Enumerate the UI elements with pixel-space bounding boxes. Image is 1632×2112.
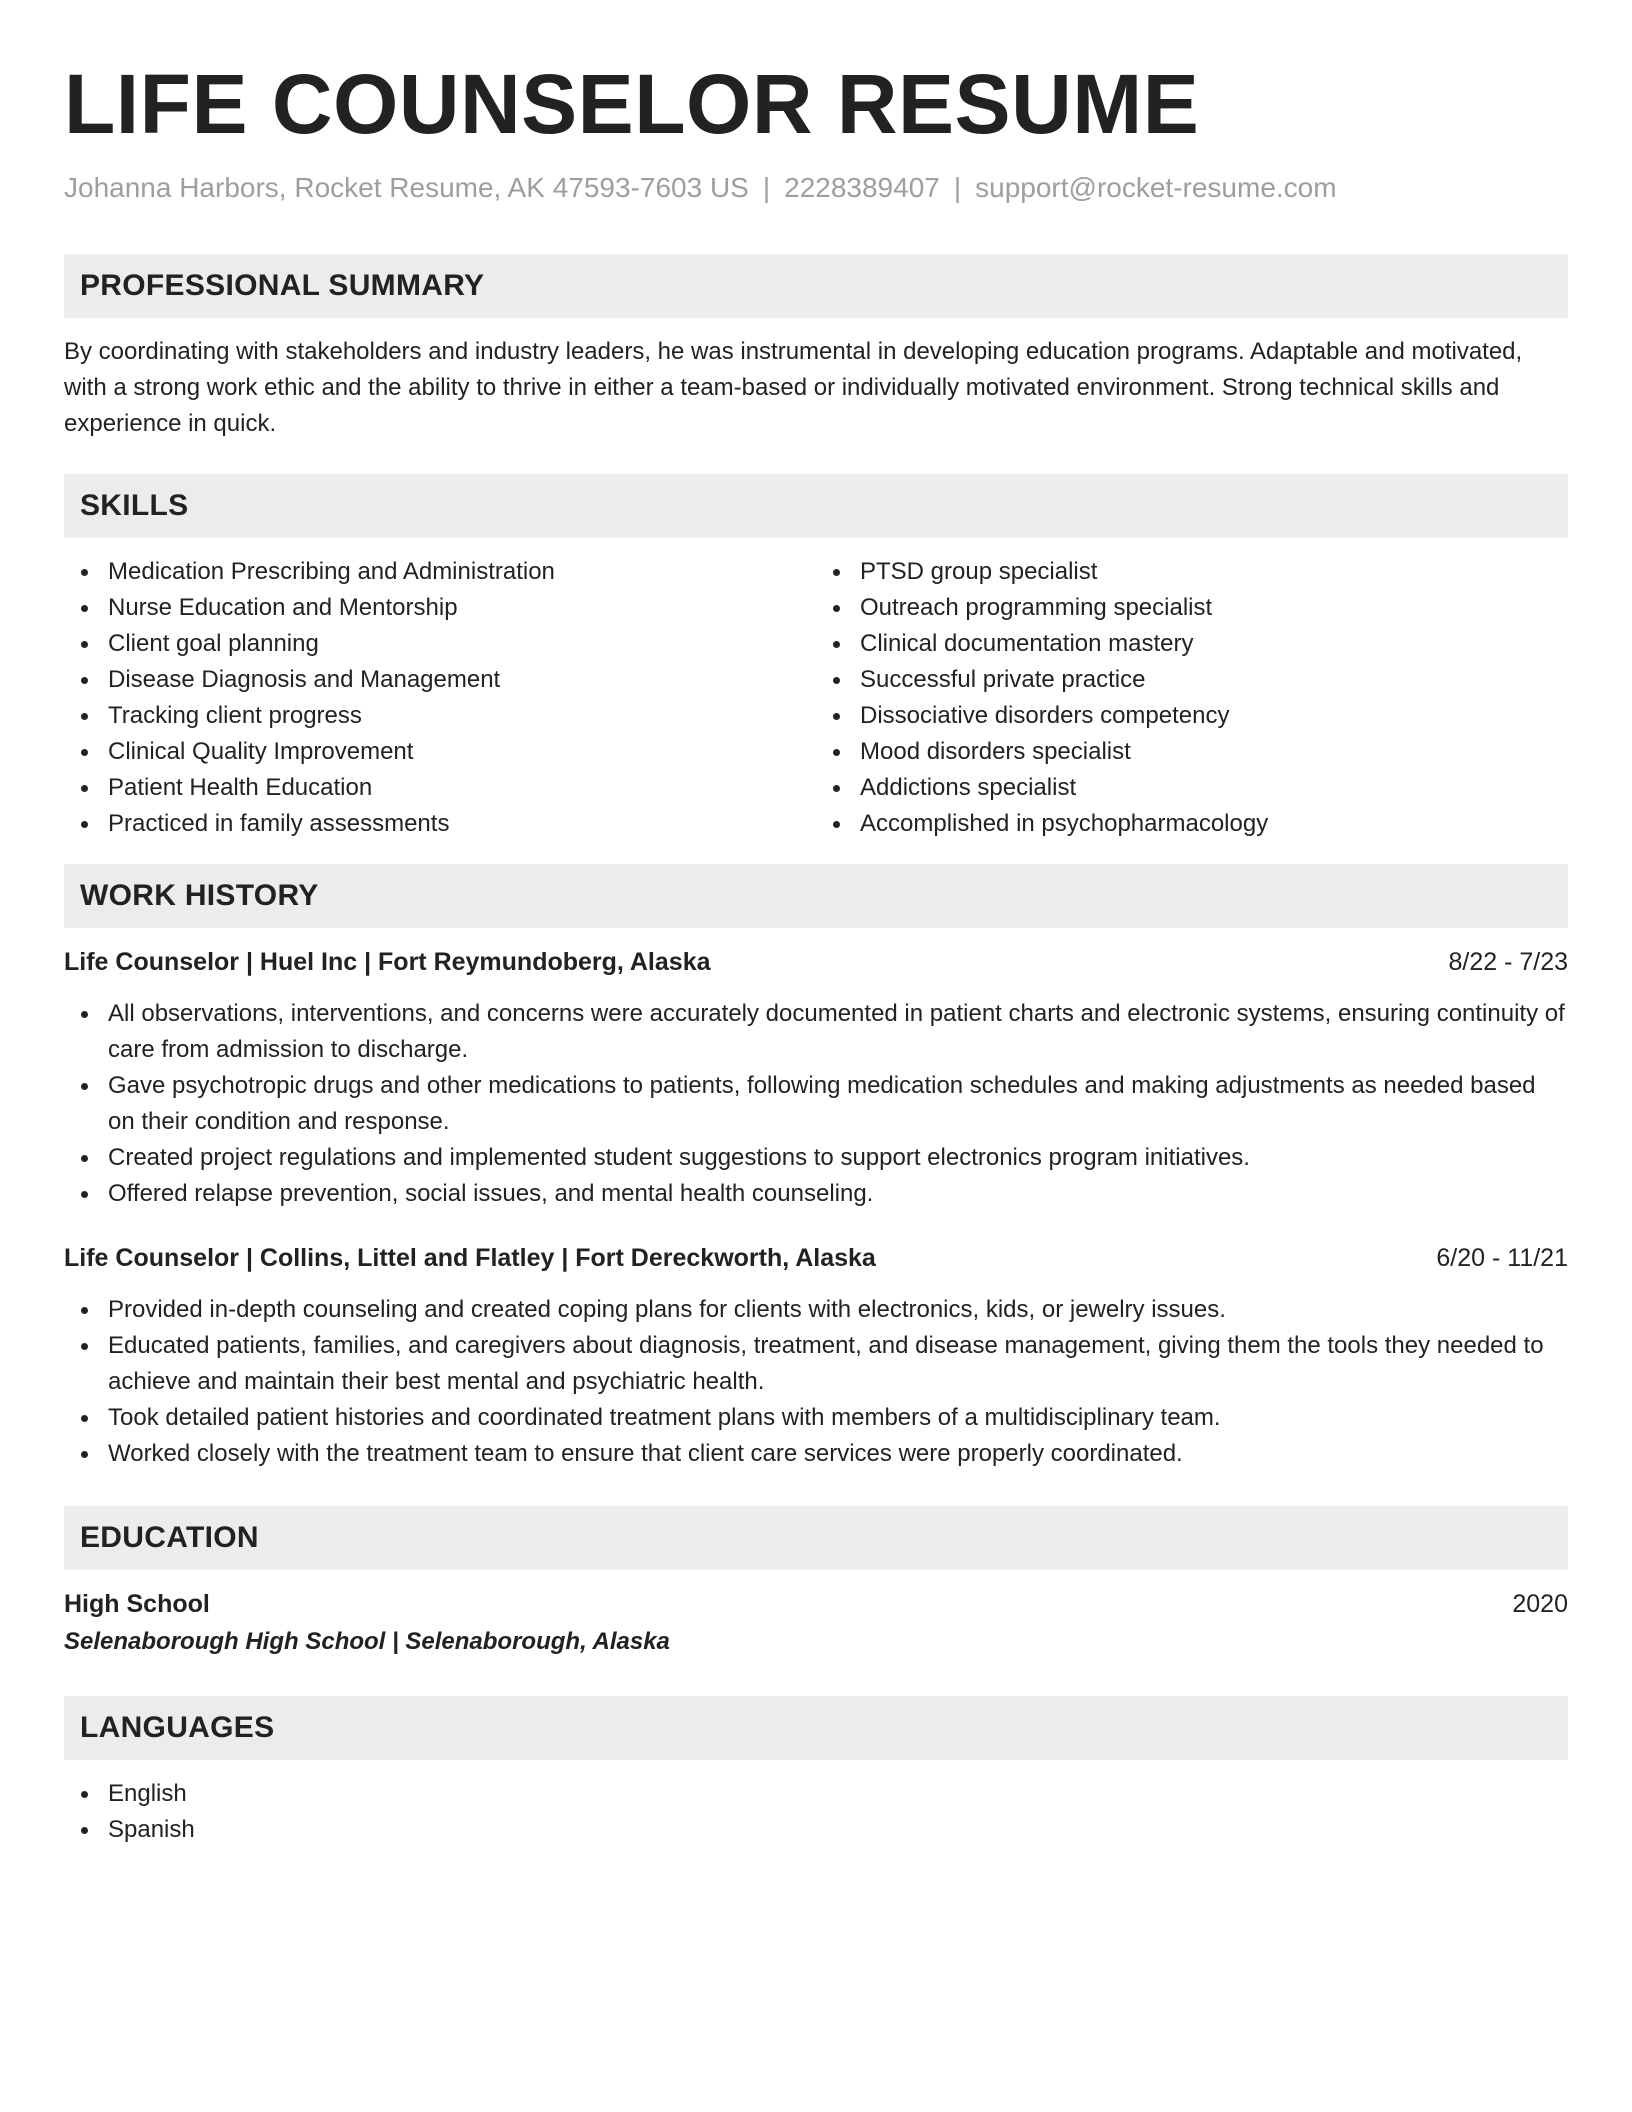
language-item: Spanish bbox=[64, 1812, 1568, 1848]
job-dates: 8/22 - 7/23 bbox=[1448, 948, 1568, 976]
job-header bbox=[64, 944, 1568, 980]
skill-item: PTSD group specialist bbox=[816, 554, 1568, 590]
job-header bbox=[64, 1240, 1568, 1276]
skill-item: Practiced in family assessments bbox=[64, 806, 816, 842]
contact-line bbox=[64, 170, 1568, 206]
skill-item: Client goal planning bbox=[64, 626, 816, 662]
languages-heading: LANGUAGES bbox=[64, 1696, 1568, 1760]
work-heading: WORK HISTORY bbox=[64, 864, 1568, 928]
skill-item: Tracking client progress bbox=[64, 698, 816, 734]
summary-heading: PROFESSIONAL SUMMARY bbox=[64, 254, 1568, 318]
skill-item: Patient Health Education bbox=[64, 770, 816, 806]
job-bullet: Offered relapse prevention, social issues, and mental health counseling. bbox=[64, 1176, 1568, 1212]
job-bullets bbox=[64, 1292, 1568, 1472]
skill-item: Disease Diagnosis and Management bbox=[64, 662, 816, 698]
job-entry bbox=[64, 944, 1568, 1212]
contact-separator: | bbox=[953, 172, 962, 203]
contact-phone: 2228389407 bbox=[784, 172, 940, 203]
job-bullets bbox=[64, 996, 1568, 1212]
skill-item: Mood disorders specialist bbox=[816, 734, 1568, 770]
education-degree: High School bbox=[64, 1590, 210, 1618]
skill-item: Accomplished in psychopharmacology bbox=[816, 806, 1568, 842]
job-dates: 6/20 - 11/21 bbox=[1436, 1244, 1568, 1272]
job-entry bbox=[64, 1240, 1568, 1472]
job-bullet: Provided in-depth counseling and created coping plans for clients with electronics, kids, or jewelry issues. bbox=[64, 1292, 1568, 1328]
skill-item: Clinical Quality Improvement bbox=[64, 734, 816, 770]
skill-item: Nurse Education and Mentorship bbox=[64, 590, 816, 626]
summary-text: By coordinating with stakeholders and industry leaders, he was instrumental in developing education programs. Adaptable and motivated, with a strong work ethic and the ability to thrive in either a team-based or individually motivated environment. Strong technical skills and experience in quick. bbox=[64, 338, 1523, 437]
contact-address: Johanna Harbors, Rocket Resume, AK 47593-7603 US bbox=[64, 172, 749, 203]
skill-item: Medication Prescribing and Administration bbox=[64, 554, 816, 590]
education-header bbox=[64, 1586, 1568, 1622]
education-heading: EDUCATION bbox=[64, 1506, 1568, 1570]
resume-title: LIFE COUNSELOR RESUME bbox=[64, 57, 1200, 151]
job-title: Life Counselor | Huel Inc | Fort Reymundoberg, Alaska bbox=[64, 948, 711, 976]
skills-list bbox=[64, 554, 1568, 842]
job-bullet: Worked closely with the treatment team to ensure that client care services were properly coordinated. bbox=[64, 1436, 1568, 1472]
language-item: English bbox=[64, 1776, 1568, 1812]
job-bullet: Created project regulations and implemented student suggestions to support electronics program initiatives. bbox=[64, 1140, 1568, 1176]
job-bullet: Educated patients, families, and caregivers about diagnosis, treatment, and disease management, giving them the tools they needed to achieve and maintain their best mental and psychiatric health. bbox=[64, 1328, 1568, 1400]
skills-column-right bbox=[816, 554, 1568, 842]
skills-heading: SKILLS bbox=[64, 474, 1568, 538]
job-bullet: Gave psychotropic drugs and other medications to patients, following medication schedules and making adjustments as needed based on their condition and response. bbox=[64, 1068, 1568, 1140]
skill-item: Outreach programming specialist bbox=[816, 590, 1568, 626]
languages-list bbox=[64, 1776, 1568, 1848]
contact-separator: | bbox=[762, 172, 771, 203]
education-school: Selenaborough High School | Selenaborough, Alaska bbox=[64, 1628, 670, 1655]
skill-item: Dissociative disorders competency bbox=[816, 698, 1568, 734]
contact-email: support@rocket-resume.com bbox=[975, 172, 1337, 203]
skill-item: Successful private practice bbox=[816, 662, 1568, 698]
job-bullet: All observations, interventions, and concerns were accurately documented in patient charts and electronic systems, ensuring continuity of care from admission to discharge. bbox=[64, 996, 1568, 1068]
skill-item: Clinical documentation mastery bbox=[816, 626, 1568, 662]
skill-item: Addictions specialist bbox=[816, 770, 1568, 806]
education-year: 2020 bbox=[1512, 1590, 1568, 1618]
job-bullet: Took detailed patient histories and coordinated treatment plans with members of a multidisciplinary team. bbox=[64, 1400, 1568, 1436]
job-title: Life Counselor | Collins, Littel and Flatley | Fort Dereckworth, Alaska bbox=[64, 1244, 876, 1272]
skills-column-left bbox=[64, 554, 816, 842]
